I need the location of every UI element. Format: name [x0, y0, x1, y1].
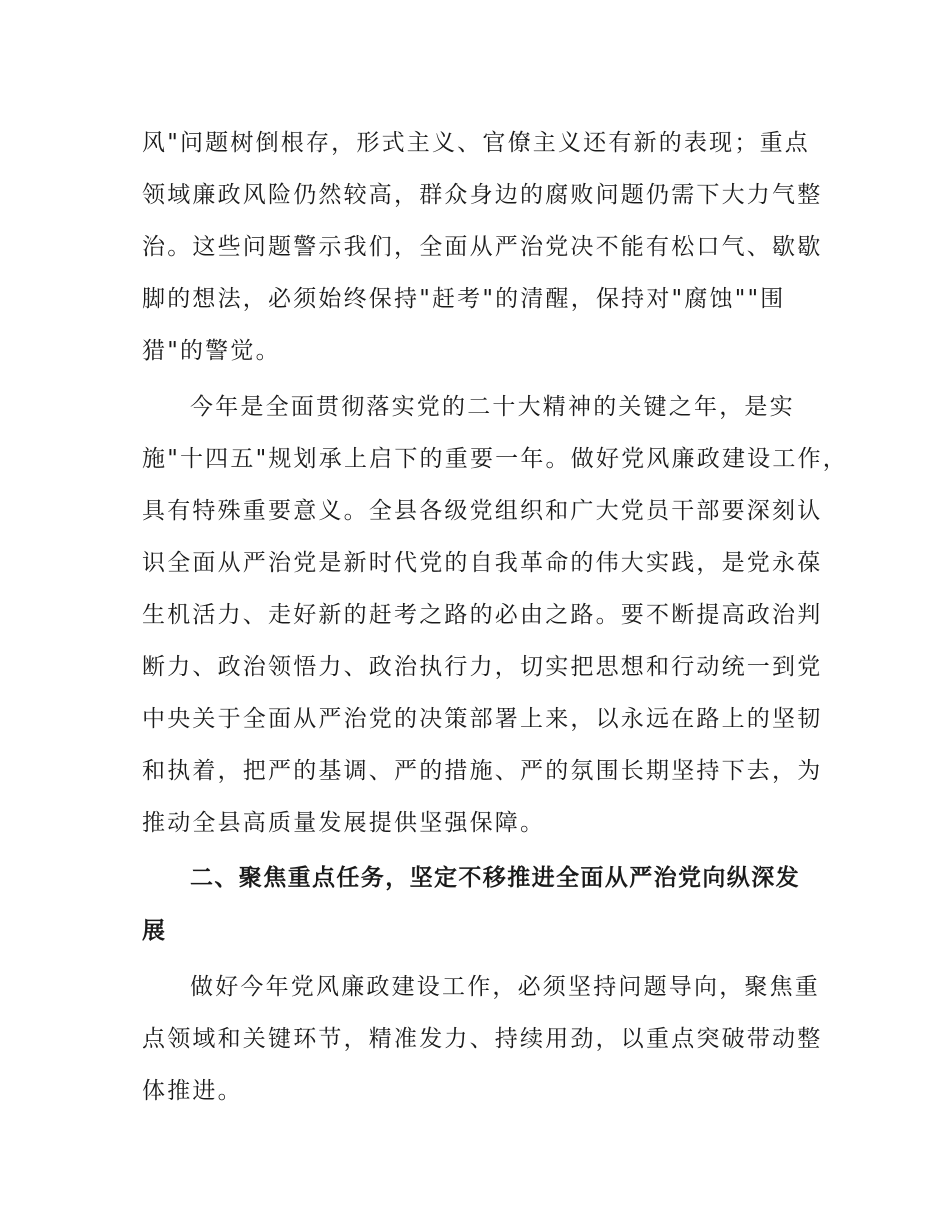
- paragraph-1-line-1: 风"问题树倒根存，形式主义、官僚主义还有新的表现；重点: [142, 130, 810, 156]
- paragraph-3-line-3: 体推进。: [142, 1078, 243, 1104]
- paragraph-3-line-2: 点领域和关键环节，精准发力、持续用劲，以重点突破带动整: [142, 1026, 823, 1052]
- paragraph-2-line-9: 推动全县高质量发展提供坚强保障。: [142, 810, 546, 836]
- paragraph-1-line-4: 脚的想法，必须始终保持"赶考"的清醒，保持对"腐蚀""围: [142, 286, 786, 312]
- paragraph-2-line-4: 识全面从严治党是新时代党的自我革命的伟大实践，是党永葆: [142, 550, 823, 576]
- paragraph-2-line-3: 具有特殊重要意义。全县各级党组织和广大党员干部要深刻认: [142, 498, 823, 524]
- section-heading-line-1: 二、聚焦重点任务，坚定不移推进全面从严治党向纵深发: [190, 865, 800, 891]
- paragraph-2-line-8: 和执着，把严的基调、严的措施、严的氛围长期坚持下去，为: [142, 758, 823, 784]
- section-heading-line-2: 展: [142, 918, 167, 944]
- paragraph-2-line-5: 生机活力、走好新的赶考之路的必由之路。要不断提高政治判: [142, 602, 823, 628]
- paragraph-1-line-5: 猎"的警觉。: [142, 338, 281, 364]
- paragraph-3-line-1: 做好今年党风廉政建设工作，必须坚持问题导向，聚焦重: [190, 974, 820, 1000]
- paragraph-2-line-1: 今年是全面贯彻落实党的二十大精神的关键之年，是实: [190, 394, 795, 420]
- paragraph-2-line-6: 断力、政治领悟力、政治执行力，切实把思想和行动统一到党: [142, 654, 823, 680]
- paragraph-1-line-2: 领域廉政风险仍然较高，群众身边的腐败问题仍需下大力气整: [142, 182, 823, 208]
- paragraph-1-line-3: 治。这些问题警示我们，全面从严治党决不能有松口气、歇歇: [142, 234, 823, 260]
- paragraph-2-line-7: 中央关于全面从严治党的决策部署上来，以永远在路上的坚韧: [142, 706, 823, 732]
- paragraph-2-line-2: 施"十四五"规划承上启下的重要一年。做好党风廉政建设工作，: [142, 446, 848, 472]
